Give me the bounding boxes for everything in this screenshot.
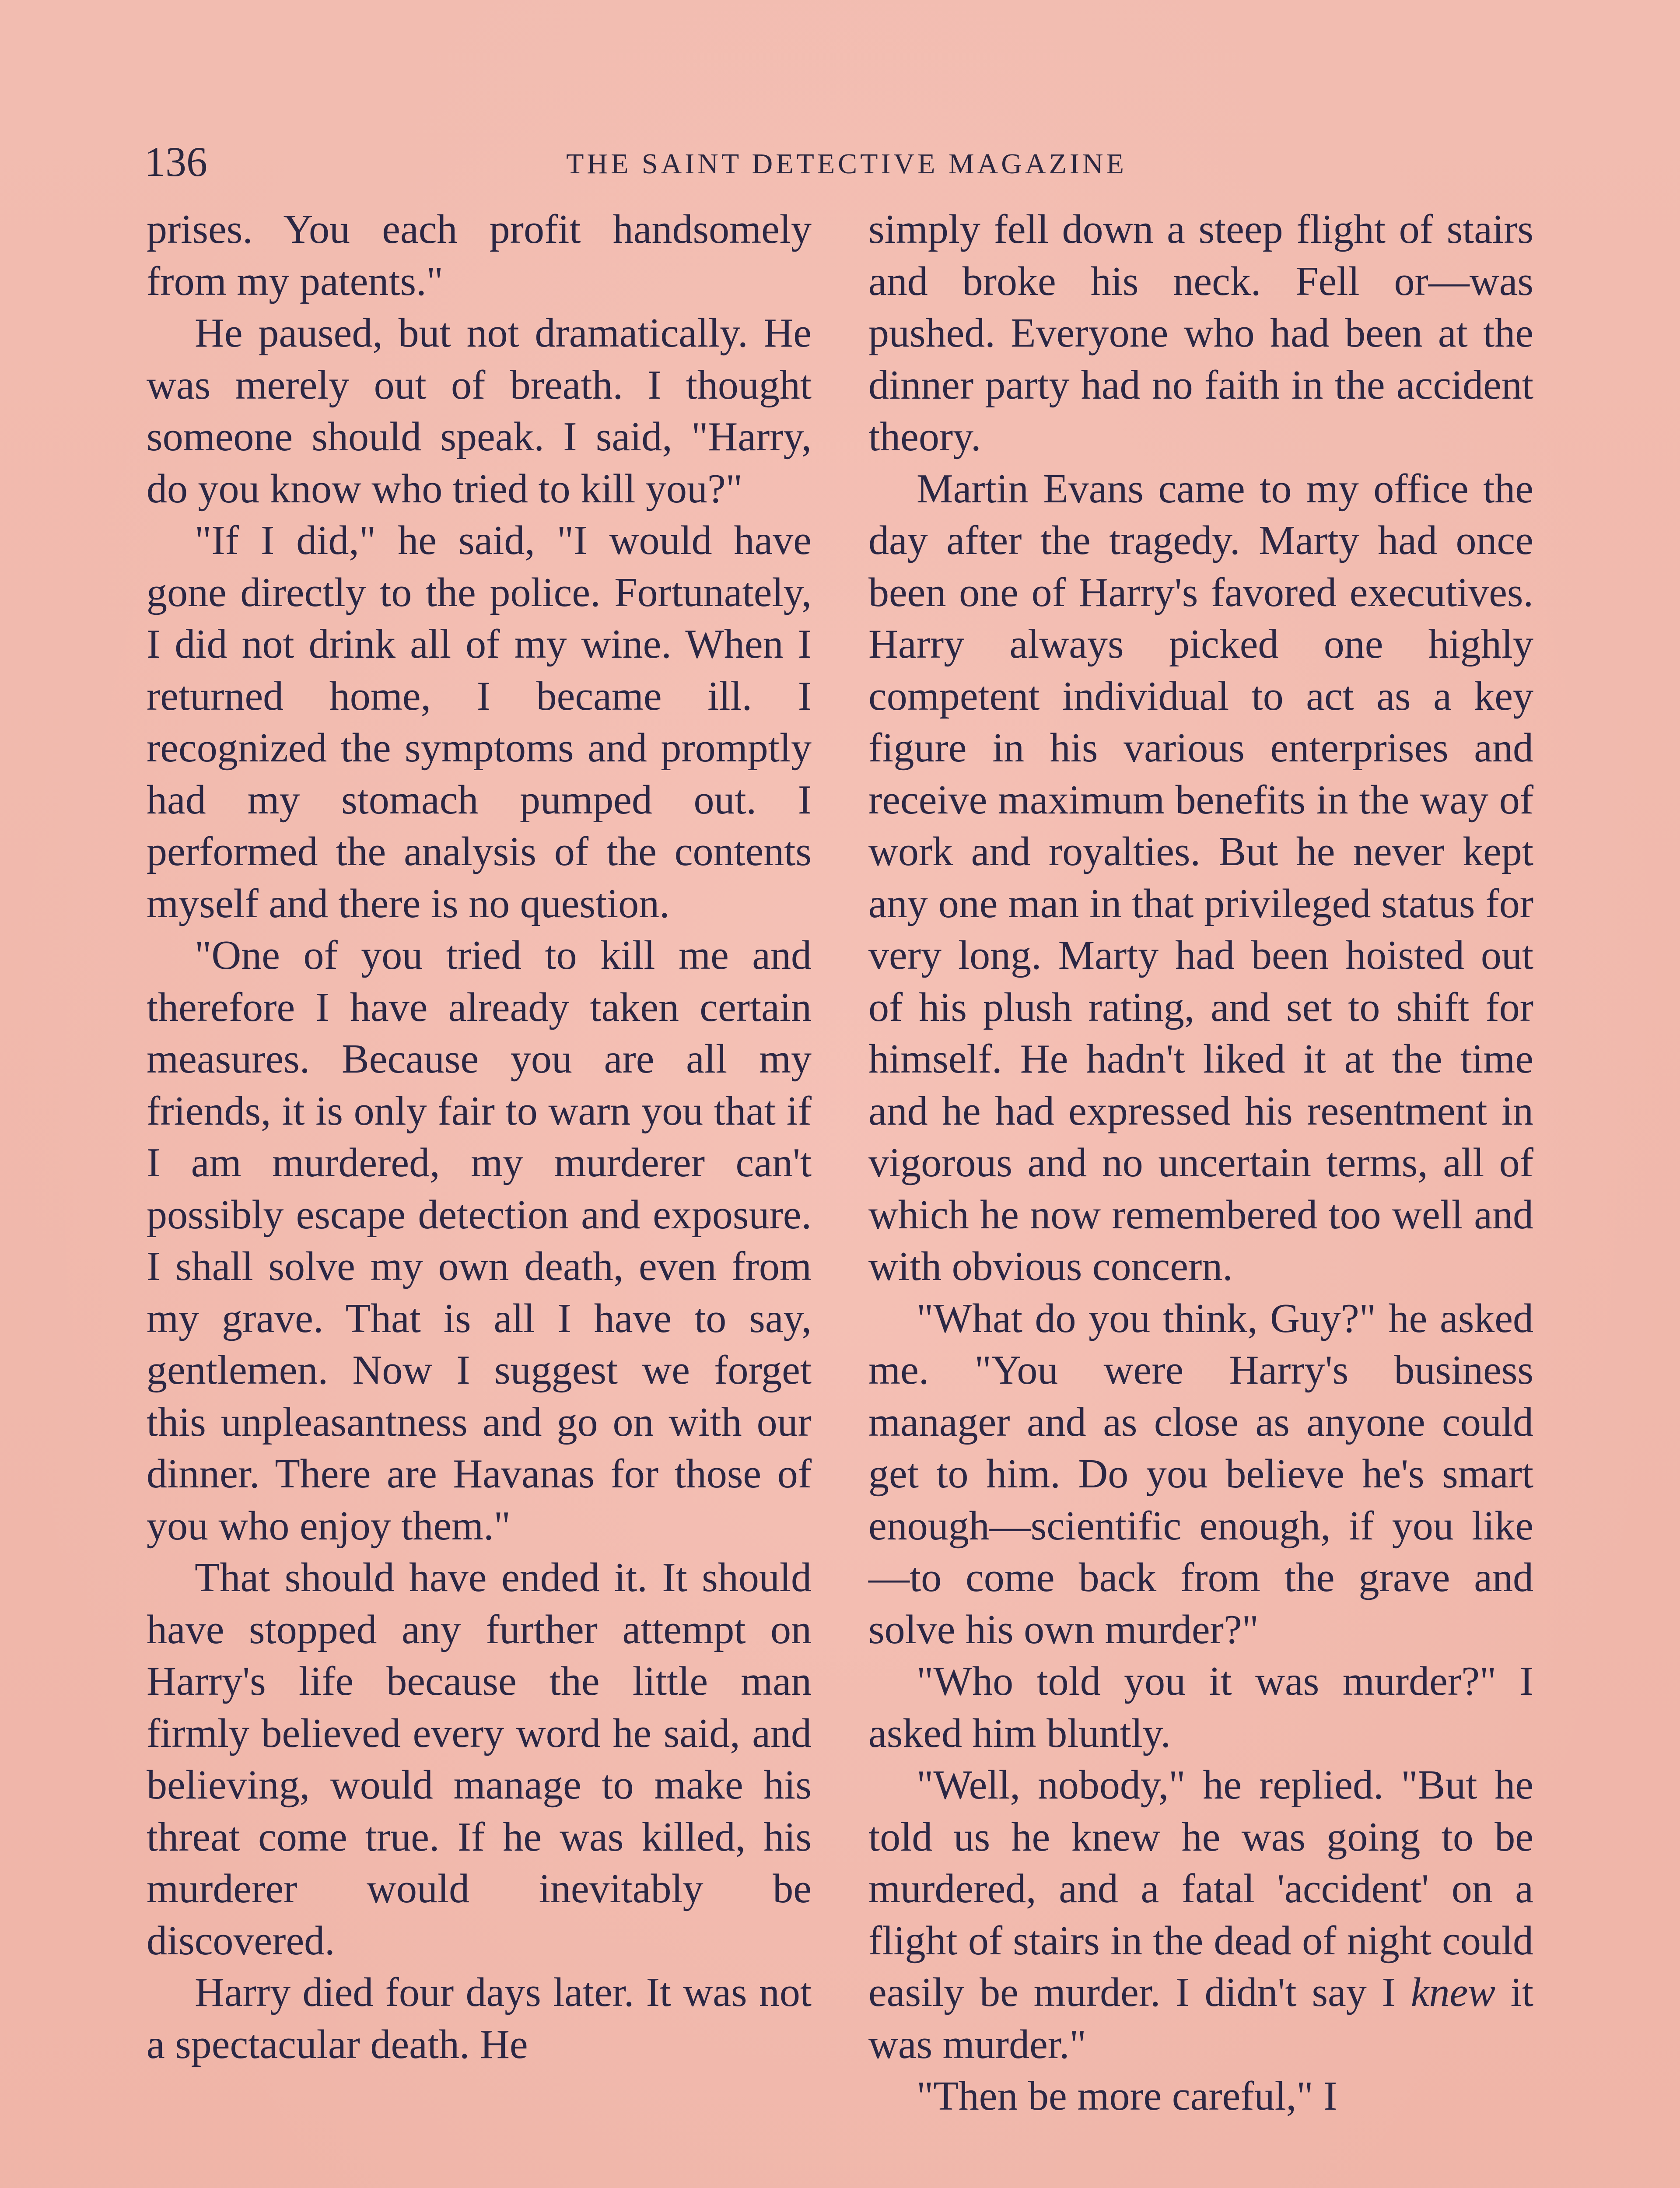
paragraph: Harry died four days later. It was not a spectacular death. He	[147, 1970, 812, 2067]
paragraph: "One of you tried to kill me and therefore I have already taken certain measures. Because you are all my friends, it is only fair to warn you that if I am murdered, my murderer can't possibly escape detection and exposure. I shall solve my own death, even from my grave. That is all I have to say, gentlemen. Now I suggest we forget this unpleasantness and go on with our dinner. There are Havanas for those of you who enjoy them."	[147, 933, 812, 1549]
right-column	[868, 203, 1533, 2122]
paragraph: "Who told you it was murder?" I asked him bluntly.	[868, 1659, 1533, 1756]
paragraph	[868, 1759, 1533, 2070]
paragraph: "Then be more careful," I	[917, 2073, 1337, 2119]
paragraph: That should have ended it. It should have stopped any further attempt on Harry's life because the little man firmly believed every word he said, and believing, would manage to make his threat come true. If he was killed, his murderer would inevitably be discovered.	[147, 1555, 812, 1964]
paragraph: "What do you think, Guy?" he asked me. "You were Harry's business manager and as close as anyone could get to him. Do you believe he's smart enough—scientific enough, if you like—to come back from the grave and solve his own murder?"	[868, 1295, 1533, 1652]
paragraph-text: it was murder."	[868, 1970, 1534, 2067]
paragraph: prises. You each profit handsomely from my patents."	[147, 207, 812, 304]
paragraph: Martin Evans came to my office the day after the tragedy. Marty had once been one of Harry's favored executives. Harry always picked one highly competent individual to act as a key figure in his various enterprises and receive maximum benefits in the way of work and royalties. But he never kept any one man in that privileged status for very long. Marty had been hoisted out of his plush rating, and set to shift for himself. He hadn't liked it at the time and he had expressed his resentment in vigorous and no uncertain terms, all of which he now remembered too well and with obvious concern.	[868, 466, 1533, 1289]
page-number: 136	[144, 138, 207, 185]
page-header	[144, 131, 1549, 193]
running-head: THE SAINT DETECTIVE MAGAZINE	[566, 148, 1127, 180]
paragraph-text: "Well, nobody," he replied. "But he told us he knew he was going to be murdered, and a fatal 'accident' on a flight of stairs in the dead of night could easily be murder. I didn't say I	[868, 1762, 1533, 2015]
paragraph: "If I did," he said, "I would have gone directly to the police. Fortunately, I did not drink all of my wine. When I returned home, I became ill. I recognized the symptoms and promptly had my stomach pumped out. I performed the analysis of the contents myself and there is no question.	[147, 518, 812, 926]
left-column	[147, 203, 812, 2070]
paragraph: simply fell down a steep flight of stairs and broke his neck. Fell or—was pushed. Everyone who had been at the dinner party had no faith in the accident theory.	[868, 207, 1533, 459]
paragraph: He paused, but not dramatically. He was merely out of breath. I thought someone should speak. I said, "Harry, do you know who tried to kill you?"	[147, 310, 812, 512]
emphasis-text: knew	[1410, 1970, 1495, 2015]
